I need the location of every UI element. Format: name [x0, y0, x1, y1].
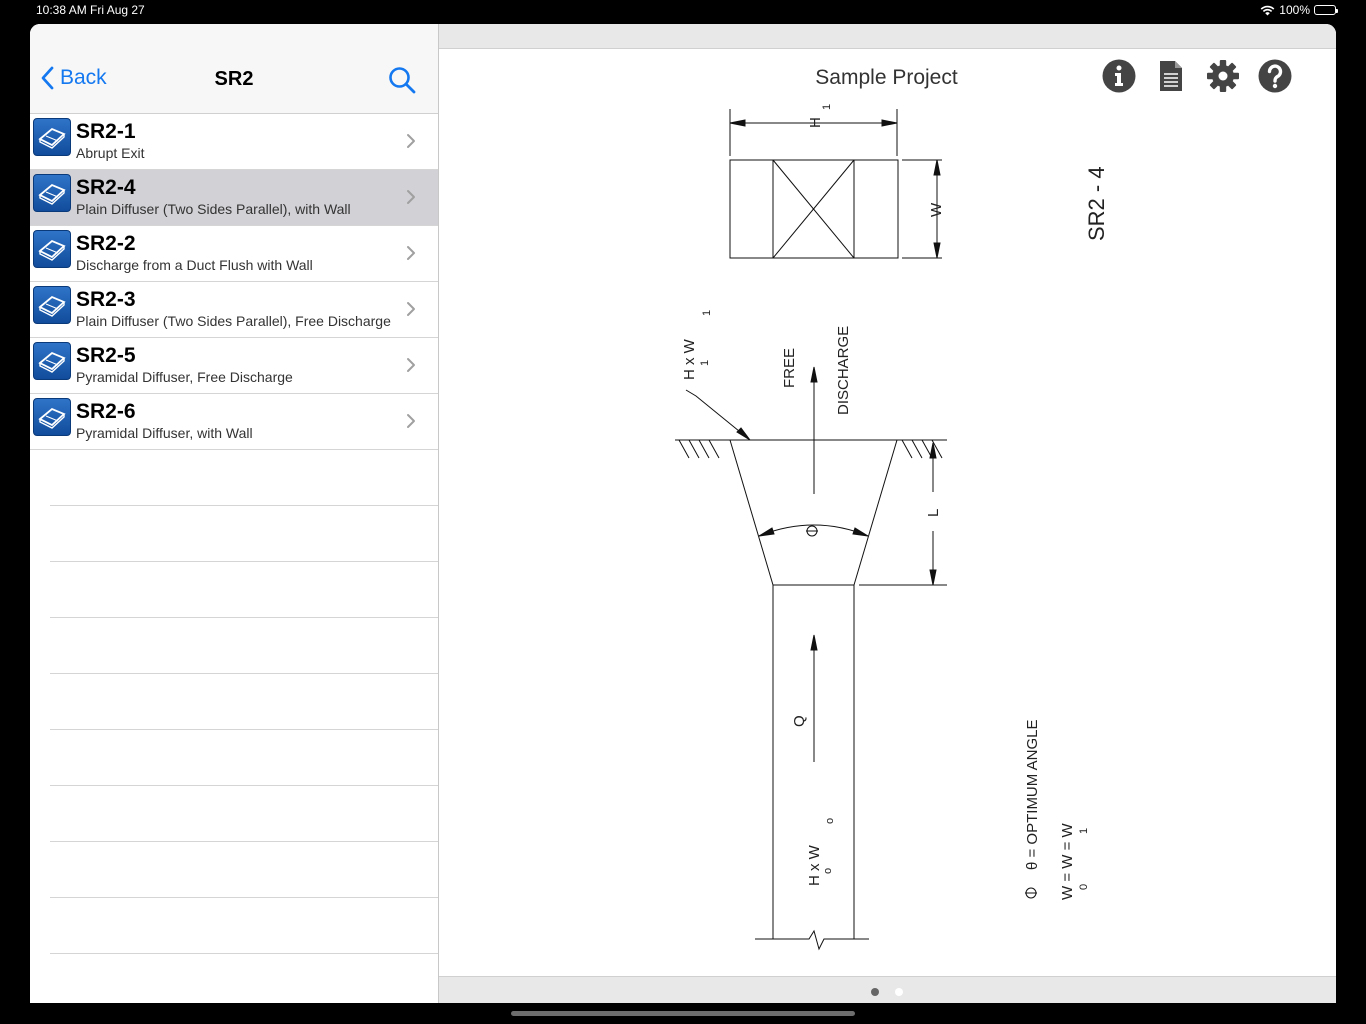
status-bar [0, 0, 1366, 22]
list-item[interactable] [30, 338, 438, 394]
list-item[interactable] [30, 114, 438, 170]
item-code: SR2-6 [76, 400, 136, 423]
chevron-right-icon [406, 189, 416, 205]
outlet-w-sub: o [824, 817, 836, 824]
detail-pane [439, 24, 1336, 1003]
duct-thumbnail-icon [33, 230, 71, 268]
duct-thumbnail-icon [33, 398, 71, 436]
discharge-label: DISCHARGE [835, 325, 852, 415]
duct-thumbnail-icon [33, 342, 71, 380]
chevron-right-icon [406, 301, 416, 317]
sidebar [30, 24, 439, 1003]
list-item[interactable] [30, 170, 438, 226]
item-code: SR2-2 [76, 232, 136, 255]
project-title: Sample Project [815, 66, 958, 89]
sidebar-title: SR2 [214, 68, 254, 90]
list-item[interactable] [30, 394, 438, 450]
inlet-size: H x W [681, 339, 698, 380]
empty-row [50, 730, 438, 786]
chevron-right-icon [406, 357, 416, 373]
outlet-h-sub: o [822, 867, 834, 874]
dim-h1-sub: 1 [821, 103, 833, 110]
duct-thumbnail-icon [33, 286, 71, 324]
search-icon [388, 66, 416, 94]
back-label: Back [60, 66, 107, 89]
status-right [1260, 3, 1336, 17]
dim-w: W [928, 202, 945, 217]
page-dot-2[interactable] [895, 988, 903, 996]
chevron-right-icon [406, 133, 416, 149]
item-description: Abrupt Exit [76, 145, 145, 161]
sidebar-nav-bar [30, 24, 438, 114]
note-w0-sub: 0 [1078, 883, 1090, 890]
chevron-right-icon [406, 413, 416, 429]
length-label: L [925, 508, 942, 517]
item-description: Discharge from a Duct Flush with Wall [76, 257, 313, 273]
note-theta: θ = OPTIMUM ANGLE [1024, 719, 1041, 870]
note-w: W = W = W [1059, 823, 1076, 900]
empty-row [50, 898, 438, 954]
empty-row [50, 674, 438, 730]
list-item[interactable] [30, 226, 438, 282]
dim-h1: H [807, 117, 824, 128]
empty-row [50, 618, 438, 674]
item-code: SR2-3 [76, 288, 136, 311]
item-description: Pyramidal Diffuser, Free Discharge [76, 369, 293, 385]
wifi-icon [1260, 5, 1275, 16]
flow-label: Q [791, 715, 808, 727]
item-description: Plain Diffuser (Two Sides Parallel), with Wall [76, 201, 351, 217]
item-description: Pyramidal Diffuser, with Wall [76, 425, 253, 441]
fig-label: SR2 - 4 [1084, 166, 1109, 241]
inlet-h-sub: 1 [699, 359, 711, 366]
app-window [30, 24, 1336, 1003]
duct-thumbnail-icon [33, 174, 71, 212]
chevron-right-icon [406, 245, 416, 261]
page-indicator[interactable] [871, 988, 903, 996]
note-w1-sub: 1 [1078, 827, 1090, 834]
status-time: 10:38 AM Fri Aug 27 [36, 3, 145, 17]
search-button[interactable] [388, 66, 416, 99]
battery-icon [1314, 5, 1336, 15]
empty-row [50, 562, 438, 618]
inlet-w-sub: 1 [701, 309, 713, 316]
item-code: SR2-1 [76, 120, 136, 143]
item-description: Plain Diffuser (Two Sides Parallel), Free Discharge [76, 313, 391, 329]
empty-row [50, 842, 438, 898]
item-code: SR2-4 [76, 176, 136, 199]
fitting-list [30, 114, 438, 1003]
battery-percent: 100% [1279, 3, 1310, 17]
free-label: FREE [781, 347, 798, 388]
outlet-size: H x W [806, 845, 823, 886]
empty-row [50, 506, 438, 562]
empty-row [50, 786, 438, 842]
empty-row [50, 954, 438, 1003]
home-indicator[interactable] [511, 1011, 855, 1016]
empty-row [50, 450, 438, 506]
list-item[interactable] [30, 282, 438, 338]
page-dot-1[interactable] [871, 988, 879, 996]
duct-thumbnail-icon [33, 118, 71, 156]
item-code: SR2-5 [76, 344, 136, 367]
fitting-drawing [439, 24, 1336, 1003]
